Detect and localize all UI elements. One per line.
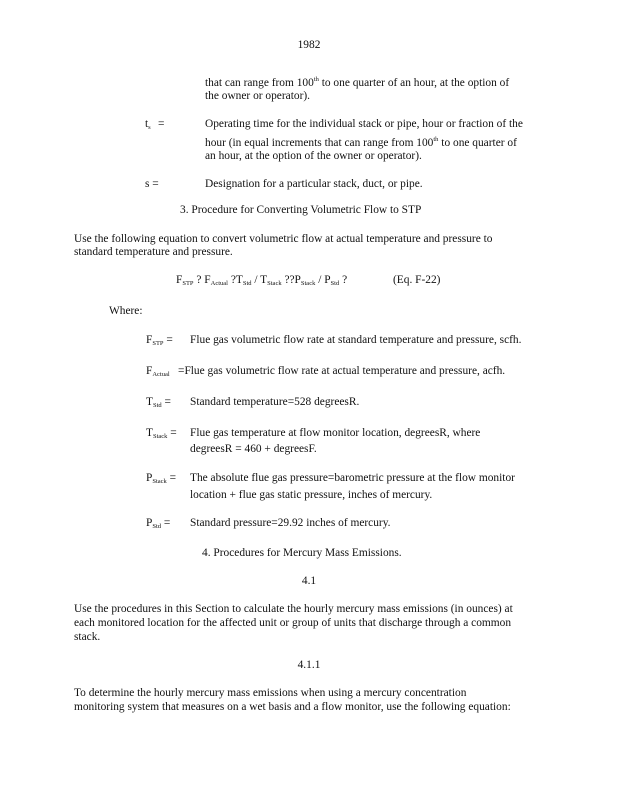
eq-tstd-sub: Std — [242, 280, 252, 287]
eq-part-1: ? F — [193, 274, 211, 286]
def-text-pstack-1: The absolute flue gas pressure=barometric pressure at the flow monitor — [190, 472, 515, 484]
para-4-1-1-line-2: monitoring system that measures on a wet basis and a flow monitor, use the following equation: — [74, 701, 511, 713]
def-symbol-fstp — [146, 332, 173, 352]
def-text-tstack-1: Flue gas temperature at flow monitor location, degreesR, where — [190, 427, 481, 439]
equation-f22 — [176, 272, 347, 292]
eq-f-sub: STP — [182, 280, 194, 287]
def-text-fstp: Flue gas volumetric flow rate at standard temperature and pressure, scfh. — [190, 334, 522, 346]
eq-f: F — [176, 274, 183, 286]
def-sub: Std — [152, 402, 162, 409]
def-sub: STP — [152, 340, 164, 347]
cont-sup: th — [313, 76, 319, 83]
def-eq: = — [167, 427, 177, 439]
cont-text-a: that can range from 100 — [205, 77, 314, 89]
eq-part-3: / T — [251, 274, 268, 286]
section-3-heading: 3. Procedure for Converting Volumetric Flow to STP — [180, 204, 422, 216]
def-sym: F — [146, 365, 153, 377]
def-text-tstack-2: degreesR = 460 + degreesF. — [190, 443, 317, 455]
def-eq: = — [161, 396, 171, 408]
def-sym: T — [146, 427, 153, 439]
ts-def-text-b: to one quarter of — [438, 137, 517, 149]
def-symbol-factual — [146, 363, 170, 383]
def-eq: = — [163, 334, 173, 346]
def-eq: = — [161, 517, 171, 529]
ts-equals: = — [158, 118, 165, 130]
section-3-intro-line-2: standard temperature and pressure. — [74, 246, 233, 258]
eq-tstack-sub: Stack — [267, 280, 282, 287]
def-sym: P — [146, 472, 153, 484]
eq-part-4: ??P — [281, 274, 301, 286]
ts-sub: s — [148, 124, 151, 131]
def-sym: P — [146, 517, 153, 529]
para-4-1-line-3: stack. — [74, 631, 101, 643]
def-text-pstack-2: location + flue gas static pressure, inches of mercury. — [190, 489, 433, 501]
def-text-pstd: Standard pressure=29.92 inches of mercury. — [190, 517, 391, 529]
equation-label: (Eq. F-22) — [393, 274, 441, 286]
def-eq: = — [178, 365, 185, 377]
ts-sym: t — [145, 118, 149, 130]
s-symbol: s = — [145, 178, 159, 190]
def-text-factual — [178, 363, 505, 379]
def-text: Flue gas volumetric flow rate at actual temperature and pressure, acfh. — [184, 365, 506, 377]
subsection-4-1-1: 4.1.1 — [297, 659, 321, 671]
eq-part-2: ?T — [227, 274, 243, 286]
para-4-1-line-2: each monitored location for the affected unit or group of units that discharge through a common — [74, 617, 512, 629]
page-number: 1982 — [297, 39, 321, 51]
continuation-line-2: the owner or operator). — [205, 90, 311, 102]
subsection-4-1: 4.1 — [301, 575, 317, 587]
para-4-1-line-1: Use the procedures in this Section to calculate the hourly mercury mass emissions (in ounces) at — [74, 603, 513, 615]
def-sym: T — [146, 396, 153, 408]
s-definition: Designation for a particular stack, duct, or pipe. — [205, 178, 423, 190]
def-sub: Stack — [152, 478, 167, 485]
def-sub: Actual — [152, 371, 170, 378]
cont-text-b: to one quarter of an hour, at the option of — [318, 77, 510, 89]
eq-pstd-sub: Std — [330, 280, 340, 287]
def-sub: Stack — [152, 433, 168, 440]
where-label: Where: — [109, 305, 143, 317]
section-3-intro-line-1: Use the following equation to convert volumetric flow at actual temperature and pressure to — [74, 233, 493, 245]
eq-part-6: ? — [339, 274, 348, 286]
eq-pstack-sub: Stack — [300, 280, 316, 287]
def-sub: Std — [152, 523, 162, 530]
eq-factual-sub: Actual — [210, 280, 228, 287]
eq-part-5: / P — [315, 274, 331, 286]
ts-symbol — [145, 116, 151, 136]
def-eq: = — [166, 472, 177, 484]
para-4-1-1-line-1: To determine the hourly mercury mass emissions when using a mercury concentration — [74, 687, 467, 699]
def-symbol-pstd — [146, 515, 170, 535]
ts-def-sup: th — [433, 136, 439, 143]
def-symbol-tstd — [146, 394, 171, 414]
ts-def-line-1: Operating time for the individual stack or pipe, hour or fraction of the — [205, 118, 523, 130]
def-symbol-pstack — [146, 470, 176, 490]
def-sym: F — [146, 334, 153, 346]
ts-def-line-3: an hour, at the option of the owner or operator). — [205, 150, 422, 162]
ts-def-text-a: hour (in equal increments that can range from 100 — [205, 137, 434, 149]
def-symbol-tstack — [146, 425, 177, 445]
section-4-heading: 4. Procedures for Mercury Mass Emissions. — [202, 547, 402, 559]
def-text-tstd: Standard temperature=528 degreesR. — [190, 396, 360, 408]
